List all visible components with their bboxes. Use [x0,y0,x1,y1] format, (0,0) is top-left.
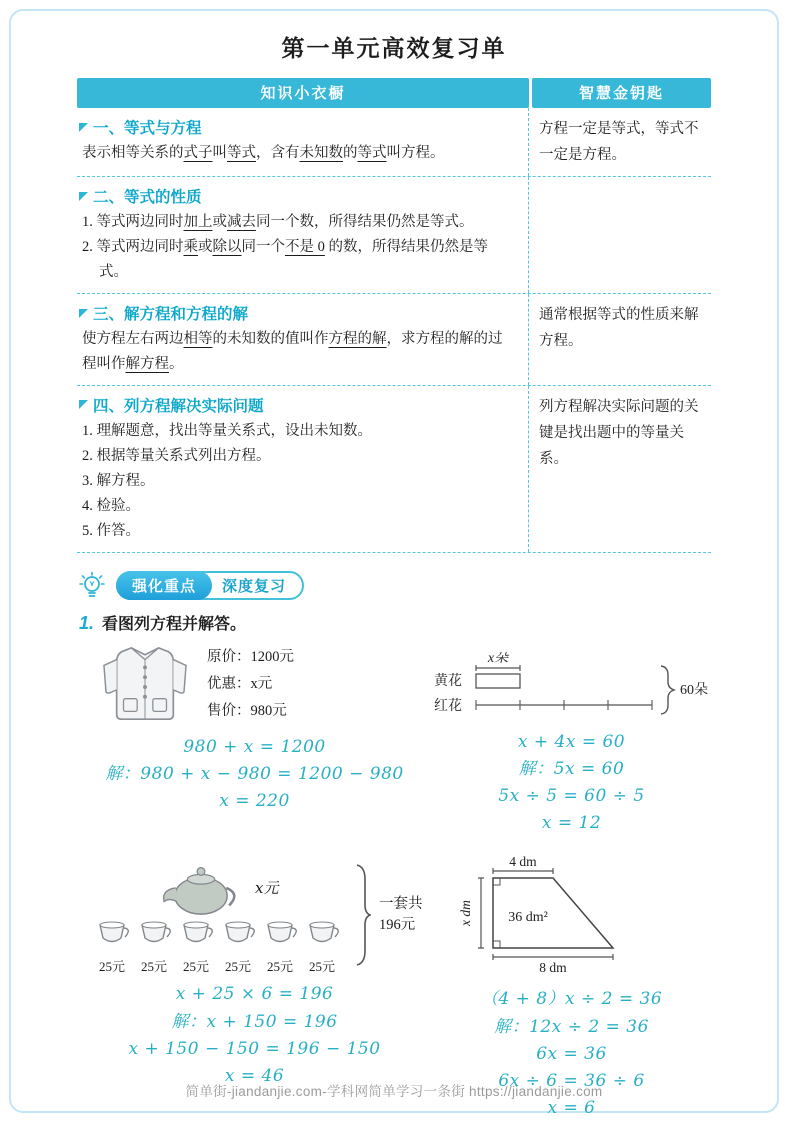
triangle-marker-icon [79,192,88,201]
cups-row-icon [91,919,347,951]
coat-solution [77,734,432,816]
table-header [77,78,711,108]
flower-diagram [434,652,711,723]
equation-line: x = 6 [547,1098,596,1119]
equation-line: （4 + 8）x ÷ 2 = 36 [480,989,663,1010]
section-3-line-1: 使方程左右两边相等的未知数的值叫作方程的解，求方程的解的过程叫作解方程。 [82,331,503,372]
yellow-flower-label: 黄花 [434,673,463,689]
badge-key-points: 强化重点 [116,571,212,600]
cup-price: 25元 [140,959,167,975]
coat-figure [95,642,432,728]
flowers-column [432,642,711,838]
note-cell-4: 列方程解决实际问题的关键是找出题中的等量关系。 [539,398,699,468]
total-flowers-label: 60朵 [680,682,709,698]
side-dimension-label: x dm [458,900,474,927]
section-1-heading-text: 一、等式与方程 [93,120,202,137]
teapot-row [155,855,347,919]
problem-text: 看图列方程并解答。 [102,615,247,633]
cup-price: 25元 [98,959,125,975]
triangle-marker-icon [79,400,88,409]
page-title: 第一单元高效复习单 [281,35,507,61]
section-2-heading [79,185,516,207]
equation-line: x + 4x = 60 [517,731,626,752]
cup-price: 25元 [182,959,209,975]
knowledge-cell-1 [77,108,529,176]
coat-price-labels [207,644,294,724]
triangle-marker-icon [79,309,88,318]
flowers-solution [432,729,711,838]
problem-number: 1. [79,612,95,633]
coat-discount: 优惠：x元 [207,676,273,693]
section-4-line-1: 1. 理解题意，找出等量关系式，设出未知数。 [82,422,372,439]
teaset-solution [77,981,432,1090]
section-4-line-4: 4. 检验。 [82,497,140,514]
x-duo-label: x朵 [487,651,509,666]
table-row-word-problems [77,386,711,553]
cup-price: 25元 [266,959,293,975]
teaset-total-label [379,894,423,938]
equation-line: 解：12x ÷ 2 = 36 [494,1016,649,1037]
lightbulb-icon [77,571,107,601]
note-cell-1: 方程一定是等式，等式不一定是方程。 [539,121,699,164]
brace-icon [661,666,674,714]
teaset-total-line2: 196元 [379,917,416,934]
equation-line: 6x = 36 [536,1043,607,1064]
footer-watermark: 简单街-jiandanjie.com-学科网简单学习一条街 https://jiandanjie.com [185,1084,603,1099]
table-row-solving [77,294,711,386]
section-4-heading [79,394,516,416]
figure-row-1 [77,642,711,838]
equation-line: 5x ÷ 5 = 60 ÷ 5 [498,785,645,806]
top-dimension-label: 4 dm [509,855,537,870]
equation-line: x = 12 [541,813,602,834]
problem-heading [79,611,711,634]
triangle-marker-icon [79,123,88,132]
area-label: 36 dm² [508,910,548,926]
section-4-line-3: 3. 解方程。 [82,472,155,489]
coat-original-price: 原价：1200元 [207,649,294,666]
equation-line: 解：x + 150 = 196 [171,1011,338,1032]
equation-line: 980 + x = 1200 [183,736,326,757]
bottom-dimension-label: 8 dm [539,960,567,976]
badge-capsule [116,571,304,600]
knowledge-table [77,78,711,553]
table-header-tips: 智慧金钥匙 [532,78,711,108]
badge-row [77,571,711,601]
section-4-line-2: 2. 根据等量关系式列出方程。 [82,447,271,464]
equation-line: x + 25 × 6 = 196 [175,984,334,1005]
coat-column [77,642,432,838]
section-4-line-5: 5. 作答。 [82,522,140,539]
equation-line: 解：980 + x − 980 = 1200 − 980 [105,763,404,784]
section-3-heading-text: 三、解方程和方程的解 [93,306,249,323]
note-cell-2 [529,177,711,293]
knowledge-cell-3 [77,294,529,385]
note-cell-3: 通常根据等式的性质来解方程。 [539,307,699,350]
table-row-properties [77,177,711,294]
red-flower-label: 红花 [434,698,463,714]
section-2-line-1: 1. 等式两边同时加上或减去同一个数，所得结果仍然是等式。 [82,214,474,231]
section-1-heading [79,116,516,138]
teapot-price-label: x元 [255,878,279,897]
badge-deep-review: 深度复习 [222,578,287,596]
cup-price-labels [91,956,343,975]
section-3-heading [79,302,516,324]
equation-line: x = 220 [219,790,290,811]
section-2-line-2: 2. 等式两边同时乘或除以同一个不是 0 的数，所得结果仍然是等式。 [82,239,488,281]
section-4-heading-text: 四、列方程解决实际问题 [93,397,264,415]
equation-line: 解：5x = 60 [518,758,625,779]
trapezoid-solution [432,986,711,1122]
table-row-equations [77,108,711,177]
teapot-icon [155,855,247,919]
equation-line: 6x ÷ 6 = 36 ÷ 6 [498,1070,645,1091]
equation-line: x = 46 [224,1065,285,1086]
knowledge-cell-2 [77,177,529,293]
teaset-total-line1: 一套共 [379,895,423,912]
coat-sale-price: 售价：980元 [207,702,287,719]
cup-price: 25元 [224,959,251,975]
flower-bar-diagram [434,652,714,718]
table-header-knowledge: 知识小衣橱 [77,78,529,108]
section-1-line-1: 表示相等关系的式子叫等式，含有未知数的等式叫方程。 [82,145,445,161]
knowledge-cell-4 [77,386,529,552]
teaset-figure [91,855,432,975]
brace-icon [355,863,371,967]
section-2-heading-text: 二、等式的性质 [93,189,202,207]
cup-price: 25元 [308,959,335,975]
teaset-items [91,855,347,975]
trapezoid-diagram [458,855,711,980]
coat-icon [95,642,195,728]
equation-line: x + 150 − 150 = 196 − 150 [128,1038,381,1059]
trapezoid-figure [458,855,648,975]
